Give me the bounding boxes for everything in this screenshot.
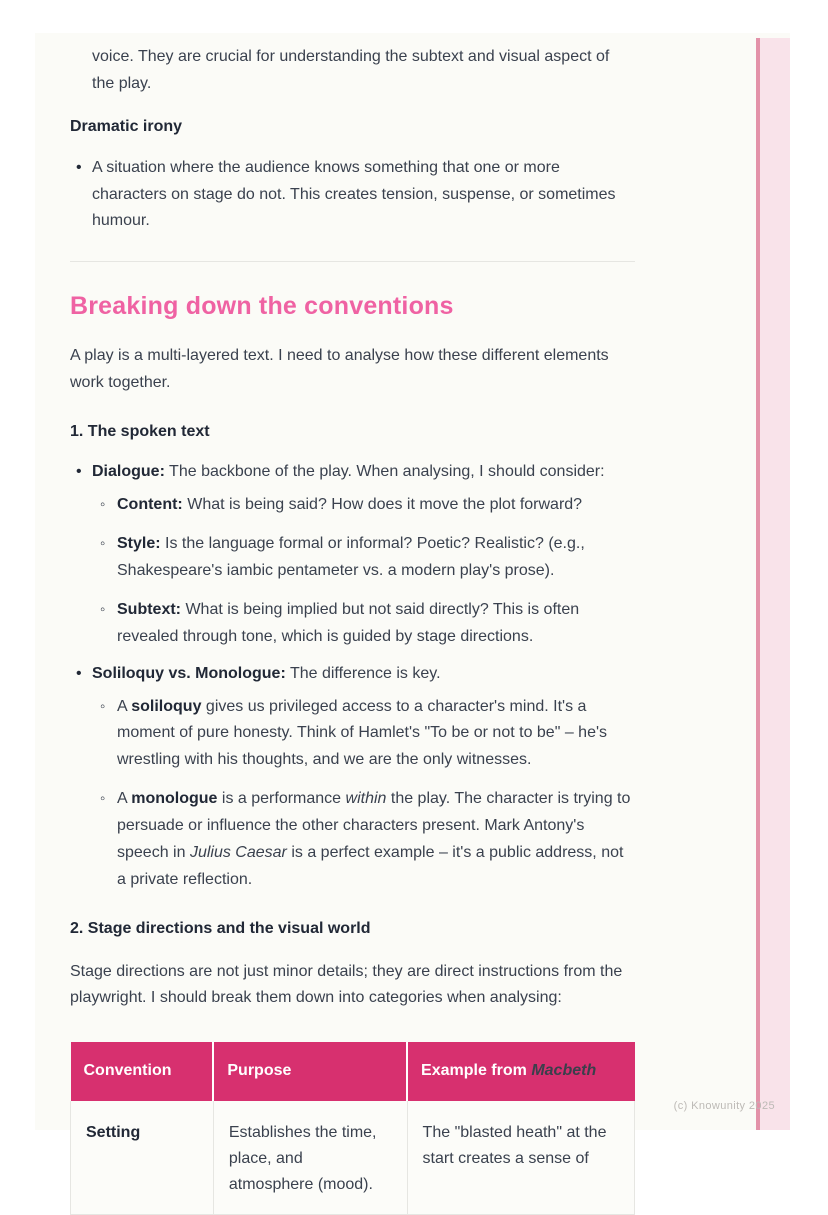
list-item-soliloquy-vs-monologue [92, 661, 635, 894]
document-page [35, 33, 790, 1193]
document-content [70, 44, 635, 1215]
table-cell-example: The "blasted heath" at the start creates a sense of [407, 1101, 634, 1214]
list-item-subtext: ◦ Subtext: What is being implied but not said directly? This is often revealed through tone, which is guided by stage directions. [117, 597, 635, 651]
list-item-text: Soliloquy vs. Monologue: The difference is key. [92, 664, 441, 682]
copyright-watermark: (c) Knowunity 2025 [673, 1100, 775, 1112]
dramatic-irony-list [70, 155, 635, 236]
heading-spoken-text: 1. The spoken text [70, 422, 210, 440]
table-cell-purpose: Establishes the time, place, and atmosphere (mood). [213, 1101, 407, 1214]
soliloquy-sublist [92, 694, 635, 894]
section-divider [70, 261, 635, 262]
table-cell-convention: Setting [71, 1101, 214, 1214]
table-header-row [71, 1042, 635, 1101]
section-intro-paragraph: A play is a multi-layered text. I need to analyse how these different elements work together. [70, 346, 609, 391]
spoken-text-list [70, 459, 635, 893]
section-heading: Breaking down the conventions [70, 292, 454, 321]
list-item-content: ◦ Content: What is being said? How does it move the plot forward? [117, 492, 635, 519]
paragraph-continuation: voice. They are crucial for understanding the subtext and visual aspect of the play. [92, 48, 610, 92]
page-edge-stripe [756, 38, 790, 1130]
table-header-example: Example from Macbeth [407, 1042, 634, 1101]
dialogue-sublist [92, 492, 635, 650]
heading-dramatic-irony: Dramatic irony [70, 117, 183, 135]
list-item-style: ◦ Style: Is the language formal or informal? Poetic? Realistic? (e.g., Shakespeare's iambic pentameter vs. a modern play's prose). [117, 531, 635, 585]
stage-directions-paragraph: Stage directions are not just minor details; they are direct instructions from the playwright. I should break them down into categories when analysing: [70, 962, 623, 1007]
list-item-dialogue [92, 459, 635, 650]
heading-stage-directions: 2. Stage directions and the visual world [70, 919, 371, 937]
list-item-monologue: ◦ A monologue is a performance within the play. The character is trying to persuade or influence the other characters present. Mark Antony's speech in Julius Caesar is a perfect example – it's a public address, not a private reflection. [117, 786, 635, 894]
conventions-table [70, 1042, 635, 1215]
list-item-text: Dialogue: The backbone of the play. When analysing, I should consider: [92, 463, 605, 481]
table-header-convention: Convention [71, 1042, 214, 1101]
list-item-soliloquy: ◦ A soliloquy gives us privileged access to a character's mind. It's a moment of pure honesty. Think of Hamlet's "To be or not to be" – he's wrestling with his thoughts, and we are the only witnesses. [117, 694, 635, 775]
list-item-dramatic-irony: • A situation where the audience knows something that one or more characters on stage do not. This creates tension, suspense, or sometimes humour. [92, 155, 635, 236]
table-row-setting [71, 1101, 635, 1214]
table-header-purpose: Purpose [213, 1042, 407, 1101]
